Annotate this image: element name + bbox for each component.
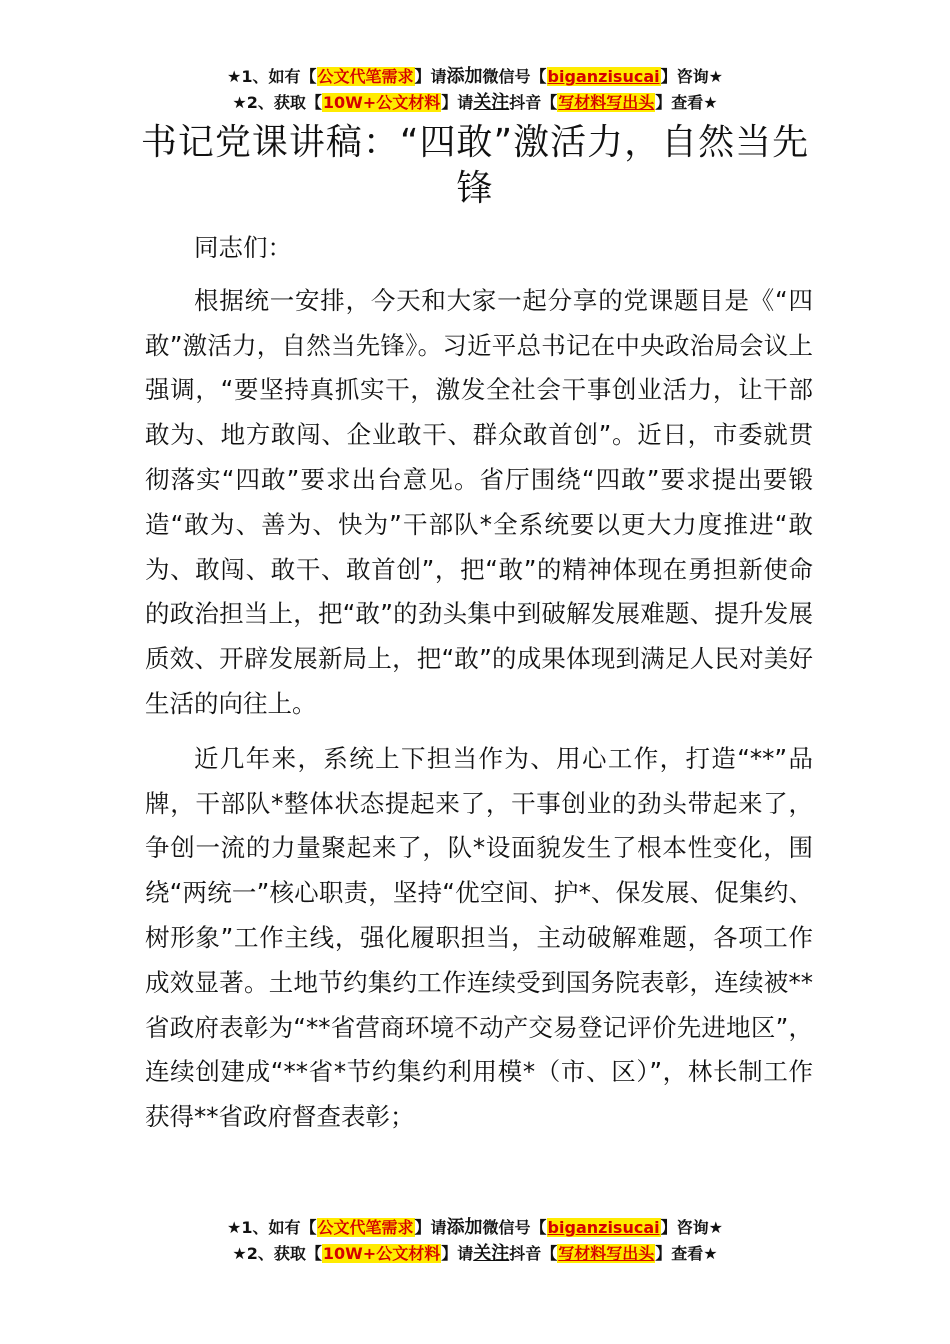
banner-text: ★2、获取【 <box>232 93 322 112</box>
banner-text: 】请 <box>441 1244 474 1263</box>
wechat-id: biganzisucai <box>547 1218 660 1237</box>
banner-text: 抖音【 <box>509 93 558 112</box>
banner-text: 微信号【 <box>482 1218 547 1237</box>
banner-text: 】咨询★ <box>660 67 723 86</box>
highlight-writing-service: 公文代笔需求 <box>317 1218 414 1237</box>
banner-text: 】查看★ <box>655 93 718 112</box>
banner-text: 抖音【 <box>509 1244 558 1263</box>
douyin-account: 写材料写出头 <box>558 93 655 112</box>
banner-text: 】查看★ <box>655 1244 718 1263</box>
emphasis-follow: 关注 <box>473 1243 510 1264</box>
document-title: 书记党课讲稿：“四敢”激活力，自然当先锋 <box>140 122 810 209</box>
banner-text: 】请 <box>441 93 474 112</box>
paragraph-2: 近几年来，系统上下担当作为、用心工作，打造“**”品牌，干部队*整体状态提起来了，干事创业的劲头带起来了，争创一流的力量聚起来了，队*设面貌发生了根本性变化，围绕“两统一”核心职责，坚持“优空间、护*、保发展、促集约、树形象”工作主线，强化履职担当，主动破解难题，各项工作成效显著。土地节约集约工作连续受到国务院表彰，连续被**省政府表彰为“**省营商环境不动产交易登记评价先进地区”，连续创建成“**省*节约集约利用模*（市、区）”，林长制工作获得**省政府督查表彰； <box>145 743 813 1132</box>
banner-line-1 <box>0 64 950 90</box>
banner-line-2 <box>0 1241 950 1267</box>
highlight-materials: 10W+公文材料 <box>322 93 441 112</box>
emphasis-add: 添加 <box>446 66 483 87</box>
highlight-writing-service: 公文代笔需求 <box>317 67 414 86</box>
banner-line-1 <box>0 1215 950 1241</box>
douyin-account: 写材料写出头 <box>558 1244 655 1263</box>
emphasis-follow: 关注 <box>473 92 510 113</box>
banner-text: 】咨询★ <box>660 1218 723 1237</box>
emphasis-add: 添加 <box>446 1217 483 1238</box>
top-banner <box>0 64 950 116</box>
banner-text: 】请 <box>414 1218 447 1237</box>
banner-text: ★1、如有【 <box>227 1218 317 1237</box>
bottom-banner <box>0 1215 950 1267</box>
highlight-materials: 10W+公文材料 <box>322 1244 441 1263</box>
banner-text: ★1、如有【 <box>227 67 317 86</box>
banner-text: 】请 <box>414 67 447 86</box>
document-body <box>145 226 813 1150</box>
greeting: 同志们： <box>194 233 292 262</box>
banner-text: 微信号【 <box>482 67 547 86</box>
wechat-id: biganzisucai <box>547 67 660 86</box>
paragraph-1: 根据统一安排，今天和大家一起分享的党课题目是《“四敢”激活力，自然当先锋》。习近平总书记在中央政治局会议上强调，“要坚持真抓实干，激发全社会干事创业活力，让干部敢为、地方敢闯、企业敢干、群众敢首创”。近日，市委就贯彻落实“四敢”要求出台意见。省厅围绕“四敢”要求提出要锻造“敢为、善为、快为”干部队*全系统要以更大力度推进“敢为、敢闯、敢干、敢首创”，把“敢”的精神体现在勇担新使命的政治担当上，把“敢”的劲头集中到破解发展难题、提升发展质效、开辟发展新局上，把“敢”的成果体现到满足人民对美好生活的向往上。 <box>145 285 813 718</box>
banner-text: ★2、获取【 <box>232 1244 322 1263</box>
banner-line-2 <box>0 90 950 116</box>
